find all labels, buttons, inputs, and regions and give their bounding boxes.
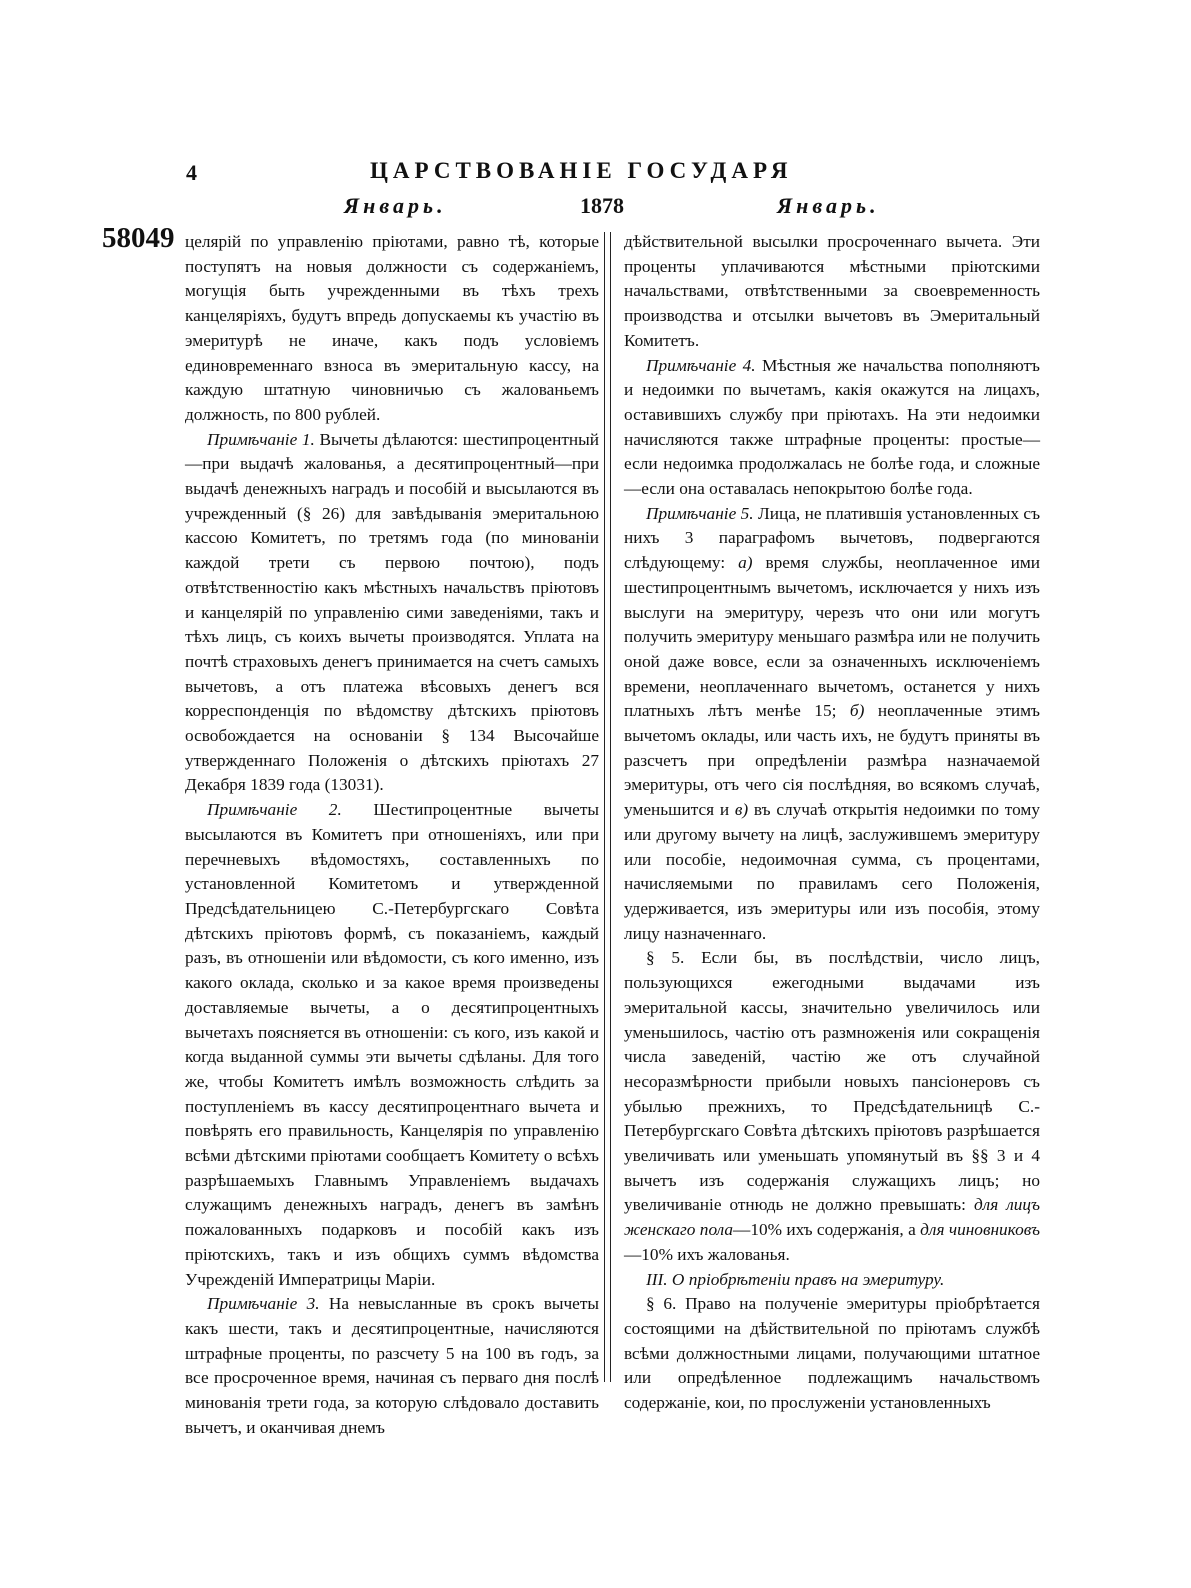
note-4	[624, 354, 1040, 502]
page-number: 4	[186, 160, 197, 185]
note-3-label: Примѣчаніе 3.	[207, 1294, 320, 1314]
note-5-text-d: въ случаѣ открытія недоимки по тому или другому вычету на лицѣ, заслужившемъ эмеритуру или пособіе, недоимочная сумма, съ процентами, начисляемыми по правиламъ сего Положенія, удерживается, изъ эмеритуры или изъ пособія, этому лицу назначеннаго.	[624, 800, 1040, 943]
section-5-officials-value: —10% ихъ жалованья.	[624, 1244, 790, 1264]
note-3	[185, 1292, 599, 1440]
paragraph-continuation-right: дѣйствительной высылки просроченнаго вычета. Эти проценты уплачиваются мѣстными пріютскими начальствами, отвѣтственными за своевременность производства и отсылки вычетовъ въ Эмеритальный Комитетъ.	[624, 232, 1040, 350]
note-4-text: Мѣстныя же начальства пополняютъ и недоимки по вычетамъ, какія окажутся на лицахъ, оставившихъ службу при пріютахъ. На эти недоимки начисляются также штрафные проценты: простые—если недоимка продолжалась не болѣе года, и сложные—если она оставалась непокрытою болѣе года.	[624, 355, 1040, 499]
note-2-text: Шестипроцентные вычеты высылаются въ Комитетъ при отношеніяхъ, или при перечневыхъ вѣдомостяхъ, составленныхъ по установленной Комитетомъ и утвержденной Предсѣдательницею С.-Петербургскаго Совѣта дѣтскихъ пріютовъ формѣ, съ показаніемъ, каждый разъ, въ отношеніи или вѣдомости, съ кого именно, изъ какого оклада, сколько и за какое время произведены доставляемые вычеты, а о десятипроцентныхъ вычетахъ поясняется въ отношеніи: съ кого, изъ какой и когда выданной суммы эти вычеты сдѣланы. Для того же, чтобы Комитетъ имѣлъ возможность слѣдить за поступленіемъ въ кассу десятипроцентнаго вычета и повѣрять его правильность, Канцелярія по управленію всѣми дѣтскими пріютами сообщаетъ Комитету о всѣхъ разрѣшаемыхъ Главнымъ Управленіемъ выдачахъ служащимъ денежныхъ наградъ, денегъ въ замѣнъ пожалованныхъ подарковъ и пособій какъ изъ пріютскихъ, такъ и изъ общихъ суммъ вѣдомства Учрежденій Императрицы Маріи.	[185, 800, 600, 1289]
note-2	[185, 798, 599, 1292]
note-5-text-a: Лица, не платившія установленных съ нихъ 3 параграфомъ вычетовъ, подвергаются слѣдующему:	[624, 503, 1041, 573]
section-heading-3: III. О пріобрѣтеніи правъ на эмеритуру.	[646, 1269, 945, 1289]
note-2-label: Примѣчаніе 2.	[207, 800, 342, 820]
note-1-text: Вычеты дѣлаются: шестипроцентный—при выдачѣ жалованья, а десятипроцентный—при выдачѣ денежныхъ наградъ и пособій и высылаются въ учрежденный (§ 26) для завѣдыванія эмеритальною кассою Комитетъ, по третямъ года (по миновaніи каждой трети съ первою почтою), подъ отвѣтственностію какъ мѣстныхъ начальствъ пріютовъ и канцелярій по управленію сими заведеніями, такъ и тѣхъ лицъ, съ коихъ вычеты производятся. Уплата на почтѣ страховыхъ денегъ принимается на счетъ самыхъ вычетовъ, а отъ платежа вѣсовыхъ денегъ вся корреспонденція по вѣдомству дѣтскихъ пріютовъ освобождается на основаніи § 134 Высочайше утвержденнаго Положенія о дѣтскихъ пріютахъ 27 Декабря 1839 года (13031).	[185, 429, 599, 795]
column-divider	[604, 232, 611, 1382]
law-number: 58049	[102, 222, 175, 254]
note-1-label: Примѣчаніе 1.	[207, 429, 315, 449]
month-left: Январь.	[344, 193, 447, 218]
section-6: § 6. Право на полученіе эмеритуры пріобрѣтается состоящими на дѣйствительной по пріютамъ службѣ всѣми должностными лицами, получающими штатное или опредѣленное подлежащимъ начальствомъ содержаніе, кои, по прослуженіи установленныхъ	[624, 1294, 1040, 1413]
section-5-women-value: —10% ихъ содержанія, а	[733, 1220, 916, 1240]
note-1	[185, 428, 599, 799]
right-column	[624, 230, 1040, 1416]
note-5-marker-c: в)	[734, 800, 749, 820]
left-column	[185, 230, 599, 1440]
note-5-text-c: неоплаченные этимъ вычетомъ оклады, или часть ихъ, не будутъ приняты въ разсчетъ при опредѣленіи размѣра назначаемой эмеритуры, отъ чего сія послѣдняя, во всякомъ случаѣ, уменьшится и	[624, 701, 1040, 820]
note-5-marker-a: а)	[738, 553, 753, 573]
note-5-marker-b: б)	[849, 701, 865, 721]
note-4-label: Примѣчаніе 4.	[646, 355, 756, 375]
section-5-women: для лицъ женскаго пола	[624, 1195, 1041, 1240]
note-5-text-b: время службы, неоплаченное ими шестипроцентнымъ вычетомъ, исключается у нихъ изъ выслуги на эмеритуру, черезъ что они или могутъ получить эмеритуру меньшаго размѣра или не получить оной даже вовсе, если за означенныхъ исключеніемъ времени, неоплаченнаго вычетомъ, останется у нихъ платныхъ лѣтъ менѣе 15;	[624, 553, 1041, 721]
paragraph-continuation: целярій по управленію пріютами, равно тѣ, которые поступятъ на новыя должности съ содержаніемъ, могущія быть учрежденными въ тѣхъ трехъ канцеляріяхъ, будутъ впредь допускаемы къ участію въ эмеритурѣ не иначе, какъ подъ условіемъ единовременнаго взноса въ эмеритальную кассу, на каждую штатную чиновничью съ жалованьемъ должность, по 800 рублей.	[185, 232, 599, 424]
year: 1878	[580, 193, 624, 218]
section-5-officials: для чиновниковъ	[920, 1220, 1040, 1240]
running-title: ЦАРСТВОВАНІЕ ГОСУДАРЯ	[370, 158, 793, 183]
section-5-text: § 5. Если бы, въ послѣдствіи, число лицъ, пользующихся ежегодными выдачами изъ эмеритальной кассы, значительно увеличилось или уменьшилось, частію отъ размноженія или сокращенія числа заведеній, частію же отъ случайной несоразмѣрности прибыли новыхъ пансіонеровъ съ убылью прежнихъ, то Предсѣдательницѣ С.-Петербургскаго Совѣта дѣтскихъ пріютовъ разрѣшается увеличивать или уменьшать упомянутый въ §§ 3 и 4 вычетъ изъ содержанія служащихъ лицъ; но увеличиваніе отнюдь не должно превышать:	[624, 948, 1040, 1215]
section-5	[624, 946, 1040, 1267]
month-right: Январь.	[777, 193, 880, 218]
note-5	[624, 502, 1040, 947]
note-3-text: На невысланные въ срокъ вычеты какъ шести, такъ и десятипроцентные, начисляются штрафные проценты, по разсчету 5 на 100 въ годъ, за все просроченное время, начиная съ перваго дня послѣ миновaнія трети года, за которую слѣдовало доставить вычетъ, и оканчивая днемъ	[185, 1294, 600, 1437]
note-5-label: Примѣчаніе 5.	[646, 503, 754, 523]
